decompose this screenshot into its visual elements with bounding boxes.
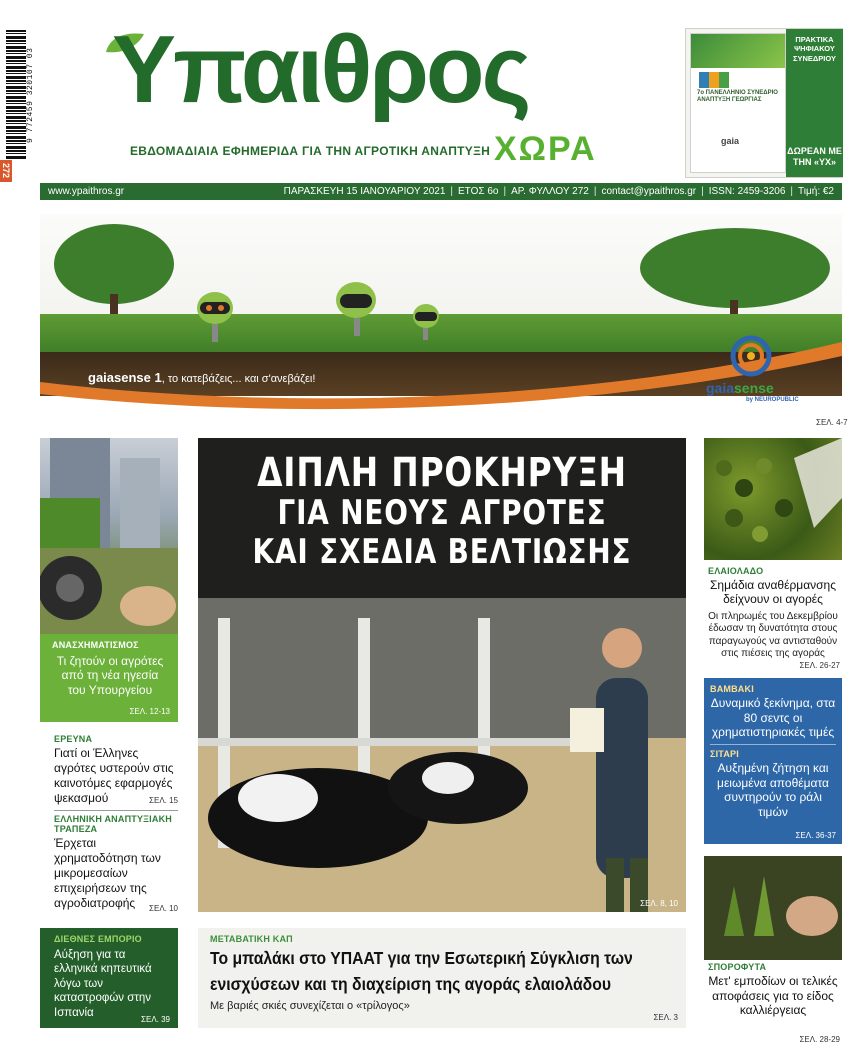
robot-icon xyxy=(408,298,444,342)
barcode xyxy=(6,30,35,160)
divider xyxy=(710,744,836,745)
gaia-word: gaia xyxy=(706,380,735,396)
brief-bank-kicker-1: ΕΛΛΗΝΙΚΗ ΑΝΑΠΤΥΞΙΑΚΗ xyxy=(54,814,172,824)
olive-dek: Οι πληρωμές του Δεκεμβρίου έδωσαν τη δυνατότητα στους παραγωγούς να αντισταθούν στις πιέσεις της αγοράς xyxy=(708,610,838,660)
banner-tagline-brand: gaiasense 1 xyxy=(88,370,162,385)
nursery-page-ref: ΣΕΛ. 28-29 xyxy=(799,1035,840,1044)
robot-icon xyxy=(190,284,240,344)
olives-illustration xyxy=(704,438,842,560)
nursery-story[interactable] xyxy=(704,962,842,1044)
brief-research[interactable] xyxy=(54,734,178,808)
promo-cover-brand: gaia xyxy=(721,136,740,146)
issue-date: ΠΑΡΑΣΚΕΥΗ 15 ΙΑΝΟΥΑΡΙΟΥ 2021 xyxy=(283,186,446,197)
tractor-cattle-illustration xyxy=(40,438,178,634)
barcode-bars xyxy=(6,30,26,160)
trade-page-ref: ΣΕΛ. 39 xyxy=(141,1015,170,1024)
feature-page-ref: ΣΕΛ. 12-13 xyxy=(129,707,170,716)
olive-story[interactable] xyxy=(704,562,842,670)
ad-banner[interactable] xyxy=(40,214,842,428)
nursery-photo[interactable] xyxy=(704,856,842,960)
brief-bank-page-ref: ΣΕΛ. 10 xyxy=(149,904,178,913)
website-link[interactable]: www.ypaithros.gr xyxy=(48,186,125,197)
contact-email[interactable]: contact@ypaithros.gr xyxy=(601,186,697,197)
banner-page-ref: ΣΕΛ. 4-7 xyxy=(816,418,848,427)
main-photo[interactable] xyxy=(198,438,686,912)
brief-research-headline: Γιατί οι Έλληνες αγρότες υστερούν στις καινοτόμες εφαρμογές ψεκασμού xyxy=(54,746,174,805)
main-headline-line-3: ΚΑΙ ΣΧΕΔΙΑ ΒΕΛΤΙΩΣΗΣ xyxy=(252,532,632,573)
wheat-headline: Αυξημένη ζήτηση και μειωμένα αποθέματα συντηρούν το ράλι τιμών xyxy=(717,760,829,819)
barcode-number: 9 772459 320107 03 xyxy=(26,47,35,143)
main-page-ref: ΣΕΛ. 8, 10 xyxy=(640,899,678,908)
main-headline xyxy=(198,452,686,572)
brief-bank-headline: Έρχεται χρηματοδότηση των μικρομεσαίων επιχειρήσεων της αγροδιατροφής xyxy=(54,836,161,910)
promo-cover-graphic xyxy=(699,72,729,88)
brief-research-kicker: ΕΡΕΥΝΑ xyxy=(54,734,93,744)
feature-left-green[interactable] xyxy=(40,634,178,722)
main-story-headline-line-2: ενισχύσεων και τη διαχείριση της αγοράς ελαιολάδου xyxy=(210,973,612,994)
feature-kicker: ΑΝΑΣΧΗΜΑΤΙΣΜΟΣ xyxy=(52,640,139,650)
cotton-headline: Δυναμικό ξεκίνημα, στα 80 σεντς οι χρηματιστηριακές τιμές xyxy=(710,696,836,740)
issue-details: ΠΑΡΑΣΚΕΥΗ 15 ΙΑΝΟΥΑΡΙΟΥ 2021 | ΕΤΟΣ 6ο | ΑΡ. ΦΥΛΛΟΥ 272 | contact@ypaithros.gr | ISSN: 2459-3206 | Τιμή: €2 xyxy=(283,186,834,197)
promo-box[interactable] xyxy=(685,28,843,178)
promo-side-title: ΠΡΑΚΤΙΚΑ ΨΗΦΙΑΚΟΥ ΣΥΝΕΔΡΙΟΥ xyxy=(792,35,837,63)
main-story[interactable] xyxy=(198,928,686,1028)
gaiasense-wordmark xyxy=(706,380,774,396)
info-bar xyxy=(40,183,842,200)
main-story-page-ref: ΣΕΛ. 3 xyxy=(653,1013,678,1022)
promo-side xyxy=(786,29,843,177)
banner-tagline xyxy=(88,370,315,385)
masthead-logo: Υπαιθρος xyxy=(112,16,529,123)
tree-left xyxy=(54,224,174,304)
left-photo-parliament[interactable] xyxy=(40,438,178,634)
brief-bank-kicker-2: ΤΡΑΠΕΖΑ xyxy=(54,824,98,834)
olive-page-ref: ΣΕΛ. 26-27 xyxy=(799,661,840,670)
banner-tagline-text: , το κατεβάζεις... και σ'ανεβάζει! xyxy=(161,373,316,385)
issue-number: ΑΡ. ΦΥΛΛΟΥ 272 xyxy=(511,186,589,197)
nursery-kicker: ΣΠΟΡΟΦΥΤΑ xyxy=(708,962,767,972)
trade-headline: Αύξηση για τα ελληνικά κηπευτικά λόγω των καταστροφών στην Ισπανία xyxy=(54,949,152,1019)
issue-year: ΕΤΟΣ 6ο xyxy=(458,186,499,197)
trade-kicker: ΔΙΕΘΝΕΣ ΕΜΠΟΡΙΟ xyxy=(54,934,142,944)
brief-bank[interactable] xyxy=(54,814,178,918)
brief-research-page-ref: ΣΕΛ. 15 xyxy=(149,796,178,805)
wheat-kicker: ΣΙΤΑΡΙ xyxy=(710,748,739,759)
olive-kicker: ΕΛΑΙΟΛΑΔΟ xyxy=(708,566,764,576)
main-headline-line-2: ΓΙΑ ΝΕΟΥΣ ΑΓΡΟΤΕΣ xyxy=(277,493,607,533)
promo-side-offer: ΔΩΡΕΑΝ ΜΕ ΤΗΝ «ΥΧ» xyxy=(787,145,842,168)
commodities-box[interactable] xyxy=(704,678,842,844)
promo-cover xyxy=(690,33,786,173)
nursery-headline: Μετ' εμποδίων οι τελικές αποφάσεις για το είδος καλλιέργειας xyxy=(708,974,838,1018)
feature-headline: Τι ζητούν οι αγρότες από τη νέα ηγεσία του Υπουργείου xyxy=(56,654,164,697)
main-headline-line-1: ΔΙΠΛΗ ΠΡΟΚΗΡΥΞΗ xyxy=(257,450,627,496)
promo-cover-header xyxy=(691,34,786,68)
masthead-subtitle: ΕΒΔΟΜΑΔΙΑΙΑ ΕΦΗΜΕΡΙΔΑ ΓΙΑ ΤΗΝ ΑΓΡΟΤΙΚΗ ΑΝΑΠΤΥΞΗ xyxy=(130,144,491,158)
main-story-kicker: ΜΕΤΑΒΑΤΙΚΗ ΚΑΠ xyxy=(210,934,293,944)
price: Τιμή: €2 xyxy=(798,186,834,197)
main-story-dek: Με βαριές σκιές συνεχίζεται ο «τρίλογος» xyxy=(210,999,410,1012)
olive-photo[interactable] xyxy=(704,438,842,560)
issn: ISSN: 2459-3206 xyxy=(708,186,786,197)
seedlings-illustration xyxy=(704,856,842,960)
trade-box[interactable] xyxy=(40,928,178,1028)
promo-cover-title: 7ο ΠΑΝΕΛΛΗΝΙΟ ΣΥΝΕΔΡΙΟ ΑΝΑΠΤΥΞΗ ΓΕΩΡΓΙΑΣ xyxy=(697,90,778,104)
robot-icon xyxy=(328,274,384,338)
wheat-page-ref: ΣΕΛ. 36-37 xyxy=(795,831,836,840)
olive-headline: Σημάδια αναθέρμανσης δείχνουν οι αγορές xyxy=(710,578,836,607)
cotton-kicker: ΒΑΜΒΑΚΙ xyxy=(710,684,754,694)
divider xyxy=(54,810,178,811)
tree-right xyxy=(640,228,830,308)
masthead-edition: ΧΩΡΑ xyxy=(494,130,597,168)
gaiasense-by: by NEUROPUBLIC xyxy=(746,397,799,403)
sense-word: sense xyxy=(734,380,774,396)
issue-tab: 272 xyxy=(0,160,12,182)
main-story-headline-line-1: Το μπαλάκι στο ΥΠΑΑΤ για την Εσωτερική Σύγκλιση των xyxy=(210,948,633,968)
